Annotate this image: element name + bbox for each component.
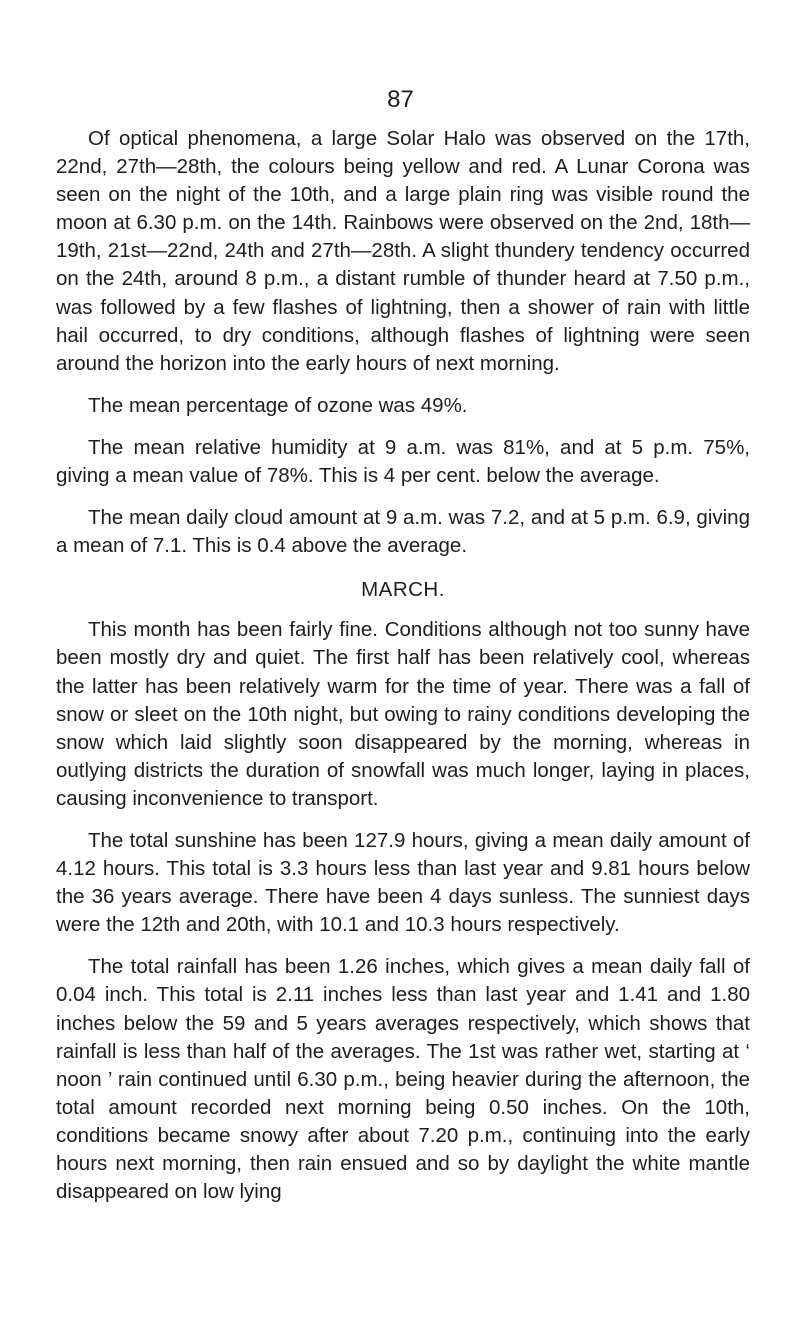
paragraph-march-general: This month has been fairly fine. Conditions although not too sunny have been mostly dry and quiet. The first half has been relatively cool, whereas the latter has been relatively warm for the time of year. There was a fall of snow or sleet on the 10th night, but owing to rainy conditions developing the snow which laid slightly soon disappeared by the morning, whereas in outlying districts the duration of snowfall was much longer, laying in places, causing inconvenience to transport. (56, 618, 750, 810)
paragraph-ozone: The mean percentage of ozone was 49%. (88, 393, 468, 417)
paragraph-march-sunshine: The total sunshine has been 127.9 hours, giving a mean daily amount of 4.12 hours. This total is 3.3 hours less than last year and 9.81 hours below the 36 years average. There have been 4 days sunless. The sunniest days were the 12th and 20th, with 10.1 and 10.3 hours respectively. (56, 828, 750, 937)
document-body (56, 125, 750, 1206)
paragraph-humidity: The mean relative humidity at 9 a.m. was 81%, and at 5 p.m. 75%, giving a mean value of 78%. This is 4 per cent. below the average. (56, 435, 750, 488)
page-number: 87 (387, 86, 414, 113)
paragraph-optical-phenomena: Of optical phenomena, a large Solar Halo was observed on the 17th, 22nd, 27th—28th, the colours being yellow and red. A Lunar Corona was seen on the night of the 10th, and a large plain ring was visible round the moon at 6.30 p.m. on the 14th. Rainbows were observed on the 2nd, 18th—19th, 21st—22nd, 24th and 27th—28th. A slight thundery tendency occurred on the 24th, around 8 p.m., a distant rumble of thunder heard at 7.50 p.m., was followed by a few flashes of lightning, then a shower of rain with little hail occurred, to dry conditions, although flashes of lightning were seen around the horizon into the early hours of next morning. (56, 127, 750, 375)
paragraph-cloud: The mean daily cloud amount at 9 a.m. was 7.2, and at 5 p.m. 6.9, giving a mean of 7.1. This is 0.4 above the average. (56, 506, 750, 558)
paragraph-march-rainfall: The total rainfall has been 1.26 inches, which gives a mean daily fall of 0.04 inch. This total is 2.11 inches less than last year and 1.41 and 1.80 inches below the 59 and 5 years averages respectively, which shows that rainfall is less than half of the averages. The 1st was rather wet, starting at ‘ noon ’ rain continued until 6.30 p.m., being heavier during the afternoon, the total amount recorded next morning being 0.50 inches. On the 10th, conditions became snowy after about 7.20 p.m., continuing into the early hours next morning, then rain ensued and so by daylight the white mantle disappeared on low lying (56, 955, 750, 1204)
section-heading-march: MARCH. (361, 578, 445, 602)
